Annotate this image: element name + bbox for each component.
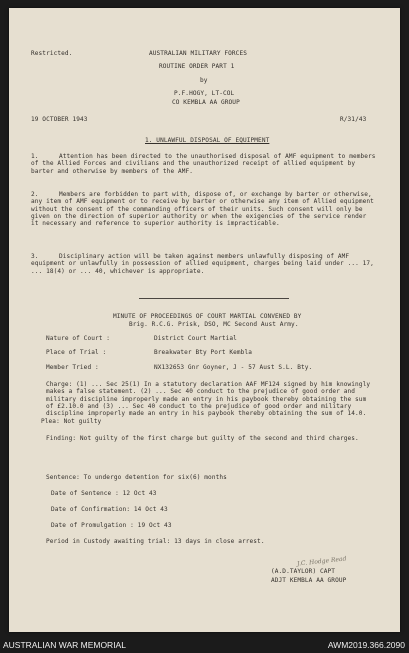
signature-name: (A.D.TAYLOR) CAPT <box>271 568 336 575</box>
member-label: Member Tried : <box>46 364 99 371</box>
handwritten-signature: J.C. Hodge Read <box>296 555 347 568</box>
group-name: CO KEMBLA AA GROUP <box>172 99 240 106</box>
finding-text: Finding: Not guilty of the first charge but guilty of the second and third charges. <box>46 435 359 442</box>
para3-text: Disciplinary action will be taken against members unlawfully disposing of AMF equipment or unlawfully in possession of allied equipment, charges being laid under ... 17, ... 18(4) or ... 40, whichever is appropriate. <box>31 253 374 275</box>
court-heading: MINUTE OF PROCEEDINGS OF COURT MARTIAL CONVENED BY <box>113 313 302 320</box>
nature-value: District Court Martial <box>154 335 237 342</box>
para1-number: 1. <box>31 153 39 160</box>
para2-text: Members are forbidden to part with, dispose of, or exchange by barter or otherwise, any item of AMF equipment or to receive by barter or otherwise any item of Allied equipment without the consent of the commanding officers of their units. Such consent will only be given on the direction of superior authority or when the exigencies of the service render it necessary and reference to superior authority is impracticable. <box>31 191 374 228</box>
divider <box>139 298 289 299</box>
para1-text: Attention has been directed to the unauthorised disposal of AMF equipment to members of the Allied Forces and civilians and the unauthorized receipt of allied equipment by barter and otherwise by members of the AMF. <box>31 153 376 175</box>
order-date: 19 OCTOBER 1943 <box>31 116 88 123</box>
date-of-promulgation: Date of Promulgation : 19 Oct 43 <box>51 522 172 529</box>
plea-text: Plea: Not guilty <box>41 418 102 425</box>
signature-title: ADJT KEMBLA AA GROUP <box>271 577 347 584</box>
restricted-label: Restricted. <box>31 50 73 57</box>
section-heading: 1. UNLAWFUL DISPOSAL OF EQUIPMENT <box>145 137 270 144</box>
date-of-confirmation: Date of Confirmation: 14 Oct 43 <box>51 506 168 513</box>
document-page <box>9 8 400 632</box>
order-number: R/31/43 <box>340 116 367 123</box>
footer-accession-number: AWM2019.366.2090 <box>327 640 405 650</box>
member-value: NX132653 Gnr Goyner, J - 57 Aust S.L. Bty. <box>154 364 313 371</box>
charge-text: Charge: (1) ... Sec 25(1) In a statutory declaration AAF MF124 signed by him knowingly makes a false statement. (2) ... Sec 40 conduct to the prejudice of good order and military discipline improperly made an entry in his paybook thereby obtaining the sum of £2.10.0 and (3) ... Sec 40 conduct to the prejudice of good order and military discipline improperly made an entry in his paybook thereby obtaining the sum of 14.0. <box>46 381 371 418</box>
period-in-custody: Period in Custody awaiting trial: 13 days in close arrest. <box>46 538 265 545</box>
sentence-text: Sentence: To undergo detention for six(6) months <box>46 474 227 481</box>
order-title: ROUTINE ORDER PART 1 <box>159 63 235 70</box>
place-value: Breakwater Bty Port Kembla <box>154 349 252 356</box>
court-convenor: Brig. R.C.G. Prisk, DSO, MC Second Aust Army. <box>129 321 299 328</box>
para2-number: 2. <box>31 191 39 198</box>
officer-name: P.F.HOGY, LT-COL <box>174 90 235 97</box>
org-title: AUSTRALIAN MILITARY FORCES <box>149 50 247 57</box>
para3-number: 3. <box>31 253 39 260</box>
nature-label: Nature of Court : <box>46 335 111 342</box>
place-label: Place of Trial : <box>46 349 107 356</box>
by-text: by <box>200 77 208 84</box>
footer-credit: AUSTRALIAN WAR MEMORIAL <box>3 640 126 650</box>
date-of-sentence: Date of Sentence : 12 Oct 43 <box>51 490 157 497</box>
